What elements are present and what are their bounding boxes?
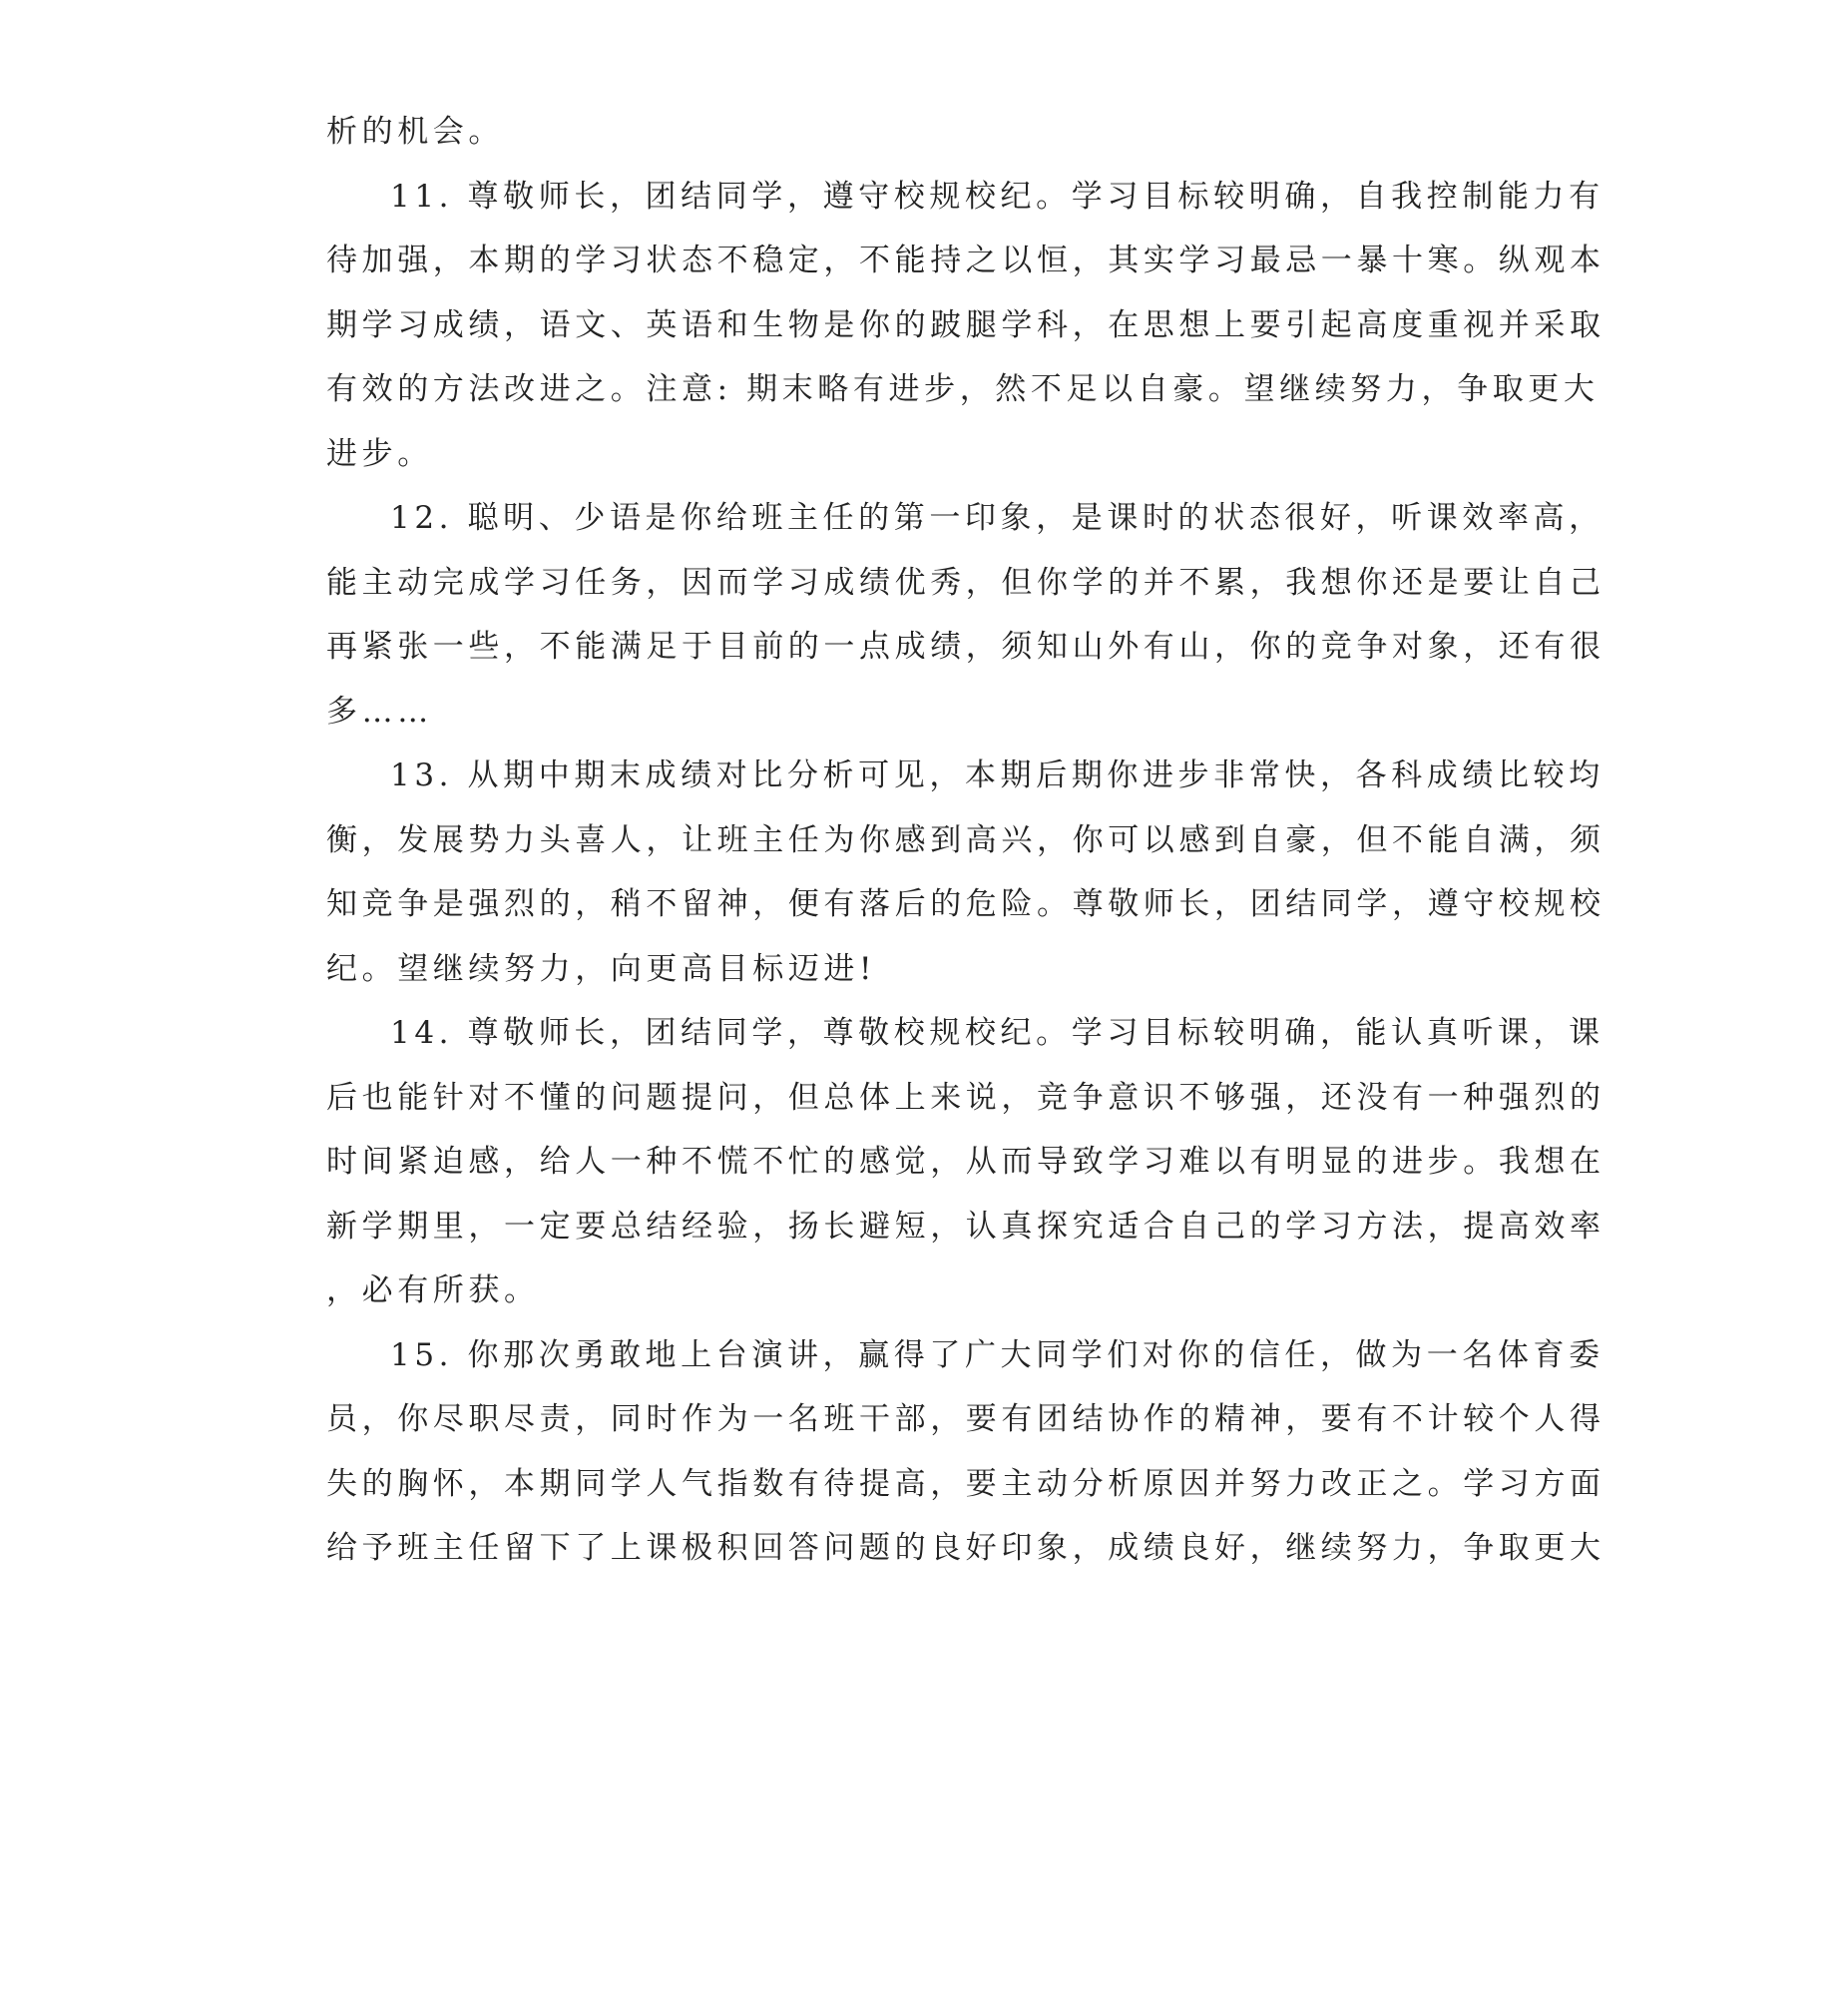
text-line: 15. 你那次勇敢地上台演讲，赢得了广大同学们对你的信任，做为一名体育委 [390, 1336, 1605, 1373]
text-line: 有效的方法改进之。注意: 期末略有进步，然不足以自豪。望继续努力，争取更大 [326, 371, 1600, 407]
text-line: 进步。 [326, 435, 433, 472]
text-line: 知竞争是强烈的，稍不留神，便有落后的危险。尊敬师长，团结同学，遵守校规校 [326, 886, 1606, 922]
document-body [326, 100, 1606, 1581]
text-line: 衡，发展势力头喜人，让班主任为你感到高兴，你可以感到自豪，但不能自满，须 [326, 821, 1606, 858]
text-line: 后也能针对不懂的问题提问，但总体上来说，竞争意识不够强，还没有一种强烈的 [326, 1079, 1606, 1116]
text-line: 13. 从期中期末成绩对比分析可见，本期后期你进步非常快，各科成绩比较均 [390, 757, 1605, 793]
text-line: 期学习成绩，语文、英语和生物是你的跛腿学科，在思想上要引起高度重视并采取 [326, 306, 1606, 343]
text-line: 待加强，本期的学习状态不稳定，不能持之以恒，其实学习最忌一暴十寒。纵观本 [326, 243, 1606, 278]
text-line: 给予班主任留下了上课极积回答问题的良好印象，成绩良好，继续努力，争取更大 [326, 1530, 1606, 1566]
text-line: 纪。望继续努力，向更高目标迈进! [326, 950, 877, 987]
text-line: 失的胸怀，本期同学人气指数有待提高，要主动分析原因并努力改正之。学习方面 [326, 1465, 1606, 1502]
text-line: 员，你尽职尽责，同时作为一名班干部，要有团结协作的精神，要有不计较个人得 [326, 1401, 1606, 1437]
text-line: 11. 尊敬师长，团结同学，遵守校规校纪。学习目标较明确，自我控制能力有 [390, 178, 1605, 215]
text-line: 再紧张一些，不能满足于目前的一点成绩，须知山外有山，你的竞争对象，还有很 [326, 629, 1606, 665]
text-line: 能主动完成学习任务，因而学习成绩优秀，但你学的并不累，我想你还是要让自己 [326, 564, 1606, 601]
text-line: ，必有所获。 [326, 1272, 540, 1308]
text-line: 多…… [326, 693, 433, 730]
text-line: 新学期里，一定要总结经验，扬长避短，认真探究适合自己的学习方法，提高效率 [326, 1208, 1606, 1245]
text-line: 析的机会。 [326, 114, 504, 150]
text-line: 时间紧迫感，给人一种不慌不忙的感觉，从而导致学习难以有明显的进步。我想在 [326, 1144, 1606, 1180]
text-line: 12. 聪明、少语是你给班主任的第一印象，是课时的状态很好，听课效率高， [390, 500, 1605, 536]
text-line: 14. 尊敬师长，团结同学，尊敬校规校纪。学习目标较明确，能认真听课，课 [390, 1015, 1605, 1051]
